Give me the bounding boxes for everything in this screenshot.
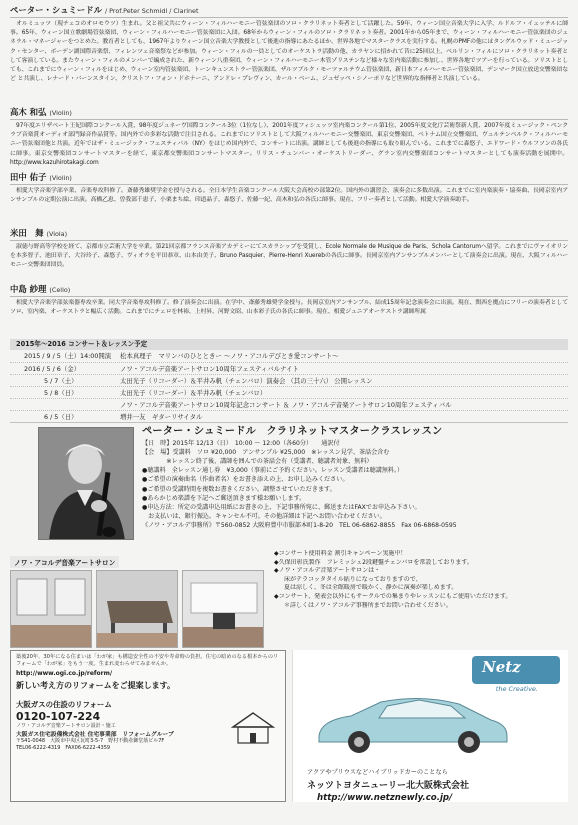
masterclass-section bbox=[10, 427, 568, 547]
schedule-title: ノワ・アコルデ音楽アートサロン10周年フェスティバルナイト bbox=[120, 365, 299, 373]
ad-reform-headline: 新しい考え方のリフォームをご提案します。 bbox=[16, 680, 175, 690]
masterclass-line: ●ご希望の受講時間を複数お書きください。調整させていただきます。 bbox=[142, 485, 336, 493]
masterclass-title: ペーター・シュミードル クラリネットマスタークラスレッスン bbox=[142, 426, 443, 437]
masterclass-line: ●ご希望の演奏曲名（作曲者名）をお書き添えの上、お申し込みください。 bbox=[142, 476, 349, 484]
profile-takagi bbox=[10, 106, 568, 168]
car-tagline: the Creative. bbox=[495, 685, 538, 693]
profile-instrument: (Cello) bbox=[49, 286, 71, 294]
profile-header bbox=[10, 171, 568, 185]
profile-header bbox=[10, 283, 568, 297]
profile-name: 高木 和弘 bbox=[10, 107, 47, 117]
salon-photo-harpsichord bbox=[96, 570, 178, 648]
profile-text: 97年度エリザベート王妃国際コンクール入賞、98年度ジュネーヴ国際コンクール3位（1位なし）、2001年度フィシュッツ室内楽コンクール第1位、2005年度文化庁芸術祭新人賞、2007年度ミュージック・ペンクラブ音楽賞オーディオ部門録音作品賞等。国内外での多彩な活動で注目される。これまでにソリストとして大阪フィルハーモニー交響楽団、東京交響楽団、ベトナム国立交響楽団、ヴュルテンベルク・フィルハーモニー管弦楽団他と共演。近年ではザ・ミュージック・フェスティバル（NY）をはじめ国内外で、コンサートに出演。講師としても後進の指導にも取り組んでいる。これまでに森悠子、エドワード・ウルフソンの各氏に師事。東京交響楽団コンサートマスターを経て、東京都交響楽団コンサートマスター。リリス・チェンバー・オーケストリーダー、グラン室内交響楽団コンサートマスターとしても演奏活動を展開中。http://www.kazuhirotakagi.com bbox=[10, 123, 568, 166]
profile-name: 中島 紗理 bbox=[10, 284, 47, 294]
profile-name: 米田 舞 bbox=[10, 228, 44, 238]
schedule-row bbox=[10, 374, 568, 386]
schedule-title: 松本真理子 マリンバのひとときー ～ノワ・アコルデびとき愛コンサート～ bbox=[120, 352, 339, 360]
profile-peter bbox=[10, 4, 568, 103]
profiles bbox=[10, 4, 568, 336]
schedule-title: 増井一友 ギターリサイタル bbox=[120, 413, 203, 421]
salon-info-item: ◆コンサート、発表会以外にもサークルでの集まりやレッスンにもご使用いただけます。 bbox=[274, 592, 512, 600]
profile-instrument: (Viola) bbox=[46, 230, 68, 238]
schedule-row bbox=[10, 410, 568, 422]
masterclass-line: 《ノワ・アコルデ事務所》〒560-0852 大阪府豊中市服部本町1-8-20 TEL 06-6862-8855 Fax 06-6868-0595 bbox=[142, 521, 457, 529]
profile-text: 淑徳与野高等学校を経て、京都市立芸術大学を卒業。第21回京都フランス音楽アカデミーにてスカラシップを受賞し、Ecole Normale de Musique de Paris、Schola Cantorumへ留学。これまでにヴァイオリンを本多智子、池田章子、大谷玲子、森悠子、ヴィオラを平田恭章、山本由美子、Bruno Pasquier、Pierre-Henri Xuerebの各氏に師事。長岡京室内アンサンブルメンバーとして演奏会に出演。現在、大阪フィルハーモニー交響楽団団員。 bbox=[10, 244, 568, 269]
schedule-date: 2015 / 9 / 5（土）14:00開演 bbox=[24, 352, 112, 360]
salon-info-item: ◆久保田彰氏製作 フレミッシュ2段鍵盤チェンバロを常設しております。 bbox=[274, 558, 473, 566]
ad-reform-tel[interactable]: 0120-107-224 bbox=[16, 709, 101, 723]
schedule-row bbox=[10, 362, 568, 374]
salon-info-item: ◆コンサート使用料金 割引キャンペーン実施中！ bbox=[274, 550, 407, 557]
clarinetist-image bbox=[39, 428, 134, 540]
masterclass-line: ●聴講料 全レッスン通し券 ¥3,000（事前にご予約ください。レッスン受講者は聴講無料。） bbox=[142, 467, 404, 475]
schedule-row bbox=[10, 350, 568, 362]
ad-reform-intro: 築後20年、30年になる住まいは「わが家」も構造安全性の不安や寿命時の負担。住宅の暗めのなる根本からのリフォームで「わが家」をもう一度。生まれ変わらせてみませんか。 bbox=[16, 654, 279, 668]
masterclass-line: 【会 場】受講料 ソロ ¥20,000 アンサンブル ¥25,000 ※レッスン見学、茶話会含む bbox=[142, 449, 390, 457]
schedule-date: 6 / 5（日） bbox=[44, 413, 78, 421]
profile-yoneda bbox=[10, 227, 568, 280]
schedule-table bbox=[10, 350, 568, 423]
masterclass-details bbox=[134, 427, 568, 547]
schedule-row bbox=[10, 398, 568, 410]
schedule-title: ノワ・アコルデ音楽アートサロン10周年記念コンサート ＆ ノワ・アコルデ音楽アートサロン10周年フェスティバル bbox=[120, 401, 452, 409]
profile-tanaka bbox=[10, 171, 568, 224]
ads-section bbox=[10, 650, 568, 802]
salon-photo-hall bbox=[182, 570, 264, 648]
profile-nakajima bbox=[10, 283, 568, 336]
salon-photos bbox=[10, 570, 268, 648]
hall-image bbox=[183, 571, 264, 648]
masterclass-line: ※レッスン終了後、講師を囲んでの茶話会有（受講者、聴講者対象、無料） bbox=[142, 458, 373, 466]
profile-header bbox=[10, 106, 568, 120]
harpsichord-image bbox=[97, 571, 178, 648]
masterclass-line: ●申込方法：所定の受講申込用紙にお書きの上、下記事務所宛に、郵送またはFAXでお申込み下さい。 bbox=[142, 503, 421, 511]
car-dealer-url[interactable]: http://www.netznewly.co.jp/ bbox=[317, 793, 453, 803]
profile-name: 田中 佑子 bbox=[10, 172, 47, 182]
salon-info-item: ＊詳しくはノワ・アコルデ事務所までお問い合わせください。 bbox=[284, 601, 452, 609]
profile-name: ペーター・シュミードル bbox=[10, 5, 102, 15]
performer-photo bbox=[38, 427, 134, 540]
profile-header bbox=[10, 4, 568, 18]
profile-text: オルミュッツ（現チェコのオロモウツ）生まれ。父と祖父共にウィーン・フィルハーモニー管弦楽団のソロ・クラリネット奏者として活躍した。59年、ウィーン国立音楽大学に入学、ルドルフ・イェッテルに師事。65年、ウィーン国立歌劇場管弦楽団、ウィーン・フィルハーモニー管弦楽団に入団。68年からウィーン・フィルのソロ・クラリネット奏者。2001年から05年まで、ウィーン・フィルハーモニー管弦楽団のジェネラル・マネージャーをつとめた。教育者としても、1967年よりウィーン国立音楽大学教授として後進の指導にあたるほか、世界各地でマスタークラスを実行する。札幌のPMFの他にはタングルウッド・ミュージック・センター、ボーデン湖国際音楽祭、フィレンツェ音楽祭などが参加。ウィーン・フィルの一員としてのオーケストラ活動の他、カラヤンに招かれて昔に25回以上、ベルリン・フィルにソロ・クラリネット奏者として客演している。またウィーン・フィルのメンバーで編成された、新ウィーン八重奏団、ウィーン・フィルハーモニー木管ゾリステンなど様々な室内楽活動に参加し、世界各地でツアーを行っている。ソリストとしても、これまでにウィーン・フィルをはじめ、ウィーン室内管弦楽団、トーンキュンストラー管弦楽団、ザルツブルク・モーツァルテウム管弦楽団、新日本フィルハーモニー管弦楽団、デンマーク国立放送交響楽団など と共演し、レナード・バーンスタイン、クリストフ・フォン・ドホナーニ、アンドレ・プレヴィン、カール・ベーム、ジュゼッペ・シノーポリなど世界的な指揮者と共演している。 bbox=[10, 21, 568, 83]
ad-reform-footer: 大阪ガス住宅設備株式会社 住宅事業部 リフォームグループ bbox=[16, 731, 174, 738]
ad-reform-note: ノワ・アコルデ音楽アートサロン設計・施工 bbox=[16, 722, 116, 729]
masterclass-line: ●あらかじめ楽譜を下記へご郵送頂きます様お願いします。 bbox=[142, 494, 306, 502]
profile-header bbox=[10, 227, 568, 241]
ad-reform bbox=[10, 650, 286, 802]
ad-reform-company: 大阪ガスの住設のリフォーム bbox=[16, 699, 112, 709]
salon-label: ノワ・アコルデ音楽アートサロン bbox=[10, 556, 119, 568]
schedule-date bbox=[10, 399, 120, 410]
salon-gallery bbox=[10, 550, 268, 648]
profile-text: 相愛大学音楽学部卒業、音楽専攻科修了。斎藤秀雄奨学金を授与される。全日本学生音楽コンクール大阪大会高校の部第2位。国内外の講習会、演奏会に多数出演。これまでに室内楽演奏・協奏曲、長岡京室内アンサンブルの定期公演に出演。高橋乙恵、曽我部千恵子、小栗まち絵、印道晶子、森悠子、佐藤一紀、高木和弘の各氏に師事。現在、フリー奏者として活動。相愛大学演奏助手。 bbox=[10, 188, 568, 204]
masterclass-line: お支払いは、銀行振込。キャンセル不可。その他詳細は下記へお問い合わせください。 bbox=[142, 512, 386, 520]
schedule-title: 太田光子（リコーダー）＆平井み帆（チェンバロ）演奏会 （其の三十六） 公開レッスン bbox=[120, 377, 373, 385]
netz-logo: Netz bbox=[482, 658, 521, 676]
house-illustration-icon bbox=[229, 709, 277, 747]
profile-instrument: (Violin) bbox=[49, 109, 72, 117]
salon-photo-room bbox=[10, 570, 92, 648]
profile-text: 相愛大学音楽学部弦楽器専攻卒業。同大学音楽専攻科修了。修了演奏会に出演。在学中、斎藤秀雄奨学金授与。長岡京室内アンサンブル、結成15周年記念演奏会に出演。現在、関西を拠点にフリーの演奏者としてソロ、室内楽、オーケストラと幅広く活動。これまでにチェロを林裕、上村昇、河野文昭、山本彩子氏の各氏に師事。現在、相愛ジュニアオーケストラ講師所属 bbox=[10, 300, 568, 316]
schedule-date: 5 / 7（土） bbox=[44, 377, 78, 385]
salon-section bbox=[10, 550, 568, 648]
room-image bbox=[11, 571, 92, 648]
salon-info bbox=[268, 550, 568, 648]
ad-reform-contact: TEL06-6222-4319 FAX06-6222-4359 bbox=[16, 745, 111, 752]
schedule-header: 2015年〜2016 コンサート＆レッスン予定 bbox=[10, 339, 568, 350]
car-dealer-name: ネッツトヨタニューリー北大阪株式会社 bbox=[307, 781, 470, 791]
schedule-date: 2016 / 5 / 6（金） bbox=[24, 365, 80, 373]
profile-instrument: / Prof.Peter Schmidl / Clarinet bbox=[104, 7, 199, 15]
schedule-date: 5 / 8（日） bbox=[44, 389, 78, 397]
netz-logo-badge bbox=[472, 656, 560, 684]
masterclass-line: 【日 時】2015年 12/13（日） 10:00 ～ 12:00（各60分） 通訳付 bbox=[142, 440, 340, 448]
salon-info-item: ◆ノワ・アコルデ音楽アートサロンは・ bbox=[274, 567, 381, 575]
car-ad-text: アクアやプリウスなどハイブリッドカーのことなら bbox=[307, 769, 448, 776]
masterclass-lines bbox=[142, 439, 568, 530]
profile-instrument: (Violin) bbox=[49, 174, 72, 182]
car-icon bbox=[311, 690, 511, 754]
ad-reform-url[interactable]: http://www.ogi.co.jp/reform/ bbox=[16, 669, 113, 677]
ad-car bbox=[292, 650, 568, 802]
ad-reform-address: 〒541-0048 大阪市中央区瓦町3-5-7 野村不動産御堂筋ビル7F bbox=[16, 738, 165, 745]
salon-info-item: 夏は涼しく、冬は全館暖房で暖かく、静かに演奏が楽しめます。 bbox=[284, 584, 458, 592]
salon-info-item: 床がテラコッタタイル貼りになっておりますので、 bbox=[284, 575, 422, 583]
schedule-title: 太田光子（リコーダー）＆平井み帆（チェンバロ） bbox=[120, 389, 267, 397]
schedule-row bbox=[10, 386, 568, 398]
